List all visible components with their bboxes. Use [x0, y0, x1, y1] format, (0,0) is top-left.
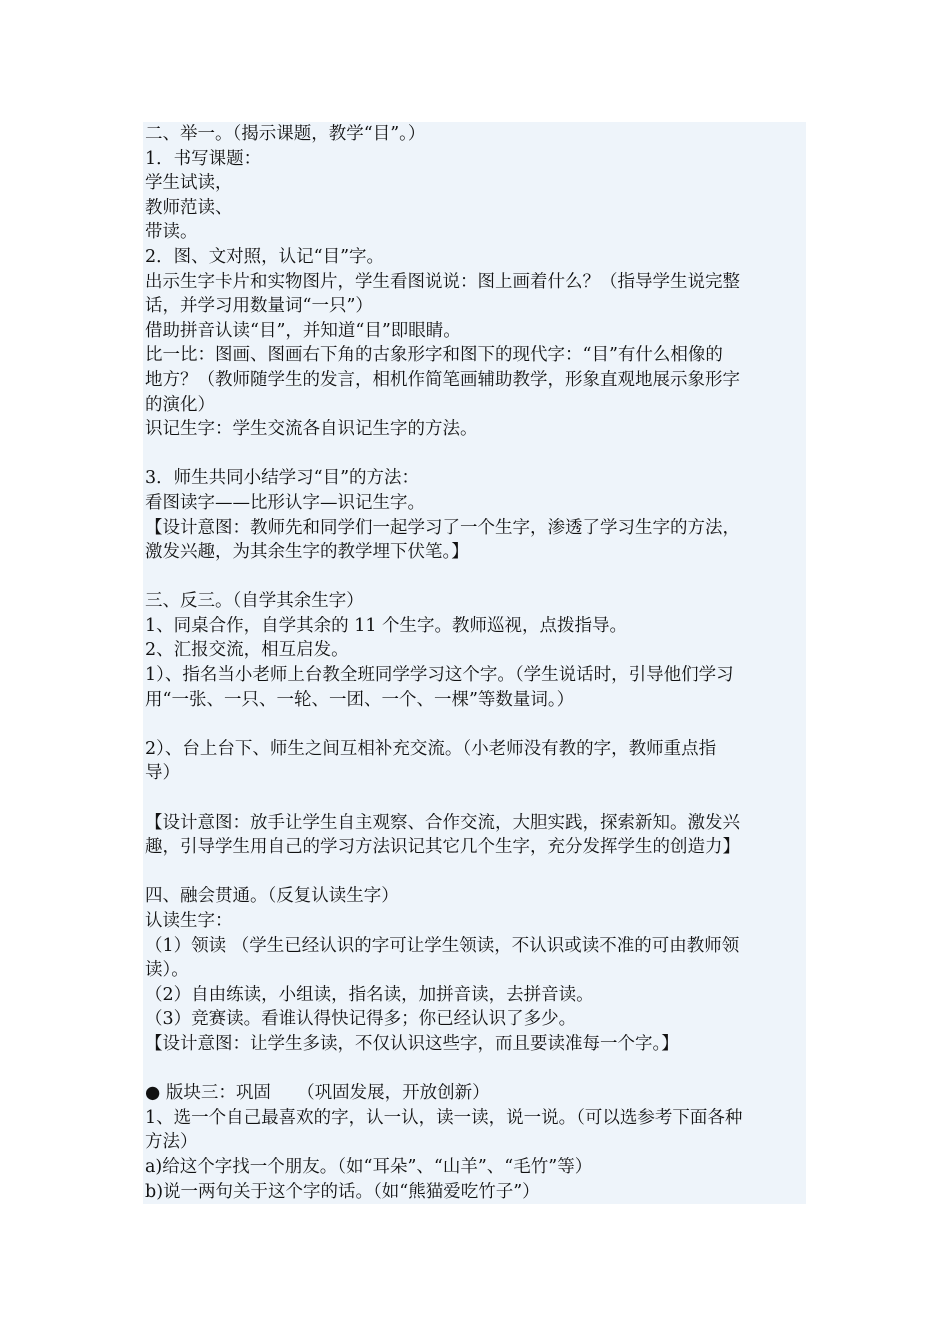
- text-line: a)给这个字找一个朋友。（如“耳朵”、“山羊”、“毛竹”等）: [145, 1156, 593, 1177]
- text-line: 1．书写课题：: [145, 148, 262, 169]
- text-line: 2）、台上台下、师生之间互相补充交流。（小老师没有教的字，教师重点指: [145, 738, 717, 759]
- text-line: 读）。: [145, 960, 189, 981]
- section-heading: 二、举一。（揭示课题，教学“目”。）: [145, 124, 426, 144]
- text-line: 地方？（教师随学生的发言，相机作简笔画辅助教学，形象直观地展示象形字: [145, 369, 740, 390]
- text-line: 学生试读，: [145, 173, 233, 194]
- text-line: 看图读字——比形认字—识记生字。: [145, 492, 425, 513]
- blank-line: [145, 786, 806, 811]
- section-heading: 三、反三。（自学其余生字）: [145, 591, 364, 612]
- text-line: 导）: [145, 763, 180, 784]
- text-line: 3．师生共同小结学习“目”的方法：: [145, 468, 420, 489]
- design-intent-note: 【设计意图：让学生多读，不仅认识这些字，而且要读准每一个字。】: [145, 1033, 679, 1054]
- text-line: b)说一两句关于这个字的话。（如“熊猫爱吃竹子”）: [145, 1181, 540, 1202]
- section-heading: ● 版块三：巩固 （巩固发展，开放创新）: [145, 1083, 490, 1104]
- text-line: （1）领读 （学生已经认识的字可让学生领读，不认识或读不准的可由教师领: [145, 935, 740, 956]
- design-intent-note: 【设计意图：教师先和同学们一起学习了一个生字，渗透了学习生字的方法，: [145, 517, 740, 538]
- design-intent-note: 激发兴趣，为其余生字的教学埋下伏笔。】: [145, 542, 469, 563]
- text-line: 方法）: [145, 1132, 198, 1153]
- section-heading: 四、融会贯通。（反复认读生字）: [145, 886, 399, 907]
- blank-line: [145, 860, 806, 885]
- design-intent-note: 【设计意图：放手让学生自主观察、合作交流，大胆实践，探索新知。激发兴: [145, 812, 740, 833]
- text-line: 认读生字：: [145, 911, 233, 931]
- text-line: （3）竞赛读。看谁认得快记得多；你已经认识了多少。: [145, 1009, 577, 1030]
- text-line: （2）自由练读，小组读，指名读，加拼音读，去拼音读。: [145, 984, 594, 1005]
- blank-line: [145, 565, 806, 590]
- text-line: 2、汇报交流，相互启发。: [145, 640, 349, 661]
- text-line: 话，并学习用数量词“一只”）: [145, 296, 373, 317]
- text-line: 出示生字卡片和实物图片，学生看图说说：图上画着什么？（指导学生说完整: [145, 271, 740, 292]
- text-line: 的演化）: [145, 394, 215, 415]
- text-line: 教师范读、: [145, 197, 233, 218]
- document-body: [143, 122, 806, 1204]
- blank-line: [145, 442, 806, 467]
- text-line: 比一比：图画、图画右下角的古象形字和图下的现代字：“目”有什么相像的: [145, 345, 723, 366]
- blank-line: [145, 1057, 806, 1082]
- blank-line: [145, 712, 806, 737]
- text-line: 用“一张、一只、一轮、一团、一个、一棵”等数量词。）: [145, 689, 575, 710]
- text-line: 带读。: [145, 222, 198, 243]
- text-line: 1、选一个自己最喜欢的字，认一认，读一读，说一说。（可以选参考下面各种: [145, 1107, 743, 1128]
- text-line: 1、同桌合作，自学其余的 11 个生字。教师巡视，点拨指导。: [145, 615, 628, 636]
- text-line: 借助拼音认读“目”，并知道“目”即眼睛。: [145, 320, 461, 341]
- design-intent-note: 趣，引导学生用自己的学习方法识记其它几个生字，充分发挥学生的创造力】: [145, 837, 740, 858]
- text-line: 1）、指名当小老师上台教全班同学学习这个字。（学生说话时，引导他们学习: [145, 665, 734, 686]
- text-line: 2．图、文对照，认记“目”字。: [145, 246, 385, 267]
- text-line: 识记生字：学生交流各自识记生字的方法。: [145, 419, 478, 440]
